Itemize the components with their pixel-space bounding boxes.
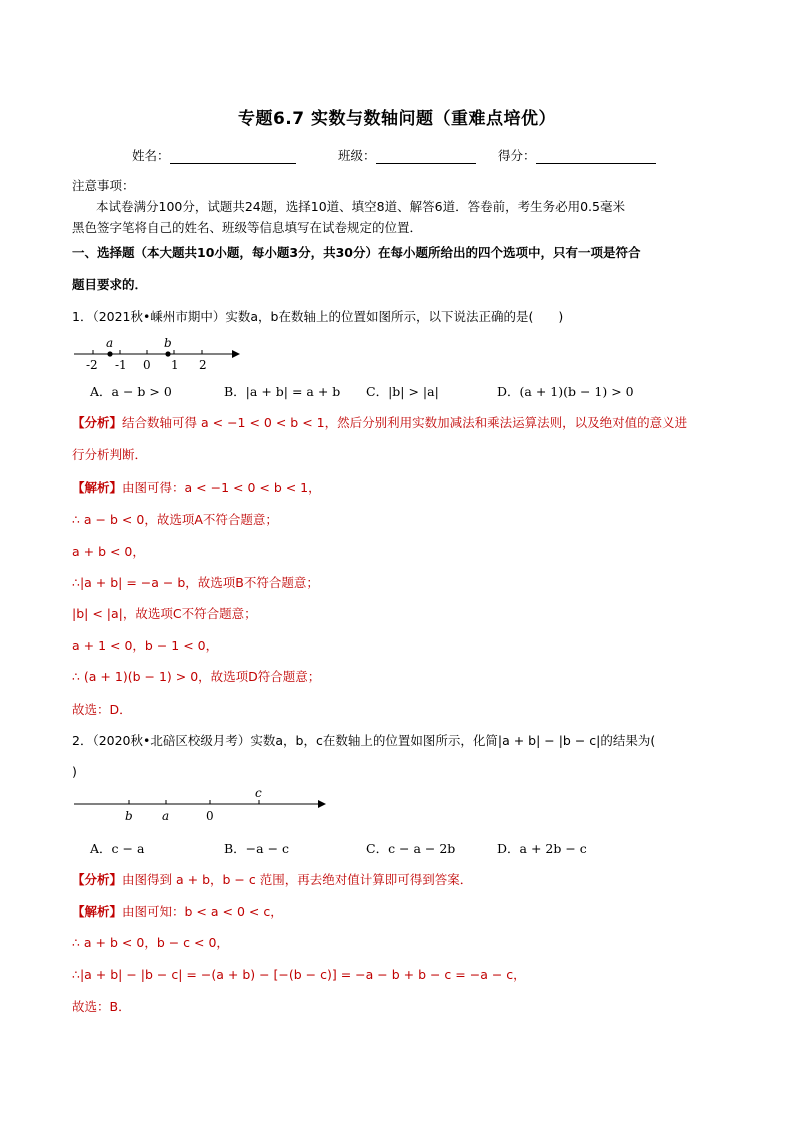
q1-analysis-line-2: 行分析判断． <box>72 447 148 462</box>
name-blank[interactable] <box>170 151 296 164</box>
q1-solution-line-1 <box>72 479 732 497</box>
section-heading-line-2: 题目要求的． <box>72 277 148 292</box>
class-field[interactable] <box>338 146 476 164</box>
q2-solution-text-1: 由图可知：b < a < 0 < c， <box>122 904 283 919</box>
notes-header: 注意事项： <box>72 178 135 193</box>
q1-solution-line-2: ∴ a − b < 0，故选项A不符合题意； <box>72 512 278 527</box>
section-heading-line-1: 一、选择题（本大题共10小题，每小题3分，共30分）在每小题所给出的四个选项中，只有一项是符合 <box>72 245 641 260</box>
q1-solution-text-1: 由图可得：a < −1 < 0 < b < 1， <box>122 480 321 495</box>
q1-solution-line-3: a + b < 0， <box>72 544 145 559</box>
q1-option-b[interactable]: B．|a + b| = a + b <box>224 384 341 399</box>
q1-option-a[interactable]: A．a − b > 0 <box>90 384 172 399</box>
notes-line-1: 本试卷满分100分，试题共24题，选择10道、填空8道、解答6道．答卷前，考生务必用0.5毫米 <box>96 199 625 214</box>
q1-point-a <box>107 351 112 356</box>
score-label: 得分： <box>498 148 536 163</box>
notes-line-2: 黑色签字笔将自己的姓名、班级等信息填写在试卷规定的位置． <box>72 220 423 235</box>
q2-option-a[interactable]: A．c − a <box>90 841 145 856</box>
q2-solution-line-1 <box>72 903 732 921</box>
q2-analysis-line <box>72 871 732 889</box>
q1-solution-tag: 【解析】 <box>72 480 123 495</box>
class-blank[interactable] <box>376 151 476 164</box>
q2-option-b[interactable]: B．−a − c <box>224 841 290 856</box>
q1-tick-label-neg2: -2 <box>86 358 98 372</box>
q2-option-d[interactable]: D．a + 2b − c <box>497 841 587 856</box>
q2-answer: 故选：B． <box>72 999 131 1014</box>
q1-axis-arrow <box>232 350 240 358</box>
q2-solution-line-3: ∴|a + b| − |b − c| = −(a + b) − [−(b − c)] = −a − b + b − c = −a − c， <box>72 967 526 982</box>
q2-label-0: 0 <box>206 809 214 823</box>
q1-analysis-text-1: 结合数轴可得 a < −1 < 0 < b < 1，然后分别利用实数加减法和乘法运算法则，以及绝对值的意义进 <box>122 415 688 430</box>
q2-solution-line-2: ∴ a + b < 0，b − c < 0， <box>72 935 229 950</box>
q2-stem-line-1: 2．（2020秋•北碚区校级月考）实数a，b，c在数轴上的位置如图所示，化简|a + b| − |b − c|的结果为( <box>72 733 656 748</box>
q2-analysis-text: 由图得到 a + b，b − c 范围，再去绝对值计算即可得到答案． <box>122 872 473 887</box>
q1-point-b-label: b <box>164 336 172 350</box>
q1-tick-label-0: 0 <box>143 358 151 372</box>
q1-stem: 1．（2021秋•嵊州市期中）实数a，b在数轴上的位置如图所示，以下说法正确的是( ) <box>72 309 564 324</box>
q1-answer: 故选：D． <box>72 702 132 717</box>
q1-solution-line-4: ∴|a + b| = −a − b，故选项B不符合题意； <box>72 575 319 590</box>
name-label: 姓名： <box>132 148 170 163</box>
q1-point-b <box>165 351 170 356</box>
q1-option-d[interactable]: D．(a + 1)(b − 1) > 0 <box>497 384 634 399</box>
q2-label-a: a <box>162 809 170 823</box>
q2-label-c: c <box>255 786 262 800</box>
score-blank[interactable] <box>536 151 656 164</box>
name-field[interactable] <box>132 146 296 164</box>
q1-solution-line-7: ∴ (a + 1)(b − 1) > 0，故选项D符合题意； <box>72 669 321 684</box>
q1-number-line <box>72 336 242 372</box>
document-title: 专题6.7 实数与数轴问题（重难点培优） <box>237 109 557 129</box>
q1-tick-label-neg1: -1 <box>115 358 127 372</box>
score-field[interactable] <box>498 146 656 164</box>
q1-analysis-line-1 <box>72 414 732 432</box>
q1-tick-label-1: 1 <box>171 358 179 372</box>
q2-option-c[interactable]: C．c − a − 2b <box>366 841 456 856</box>
q1-solution-line-6: a + 1 < 0，b − 1 < 0， <box>72 638 219 653</box>
q2-number-line <box>72 786 332 826</box>
q1-analysis-tag: 【分析】 <box>72 415 123 430</box>
class-label: 班级： <box>338 148 376 163</box>
q1-tick-label-2: 2 <box>199 358 207 372</box>
q2-label-b: b <box>125 809 133 823</box>
q2-analysis-tag: 【分析】 <box>72 872 123 887</box>
q1-option-c[interactable]: C．|b| > |a| <box>366 384 439 399</box>
q1-point-a-label: a <box>106 336 114 350</box>
q2-axis-arrow <box>318 800 326 808</box>
q2-solution-tag: 【解析】 <box>72 904 123 919</box>
q2-stem-line-2: ) <box>72 764 77 779</box>
q1-solution-line-5: |b| < |a|，故选项C不符合题意； <box>72 606 257 621</box>
